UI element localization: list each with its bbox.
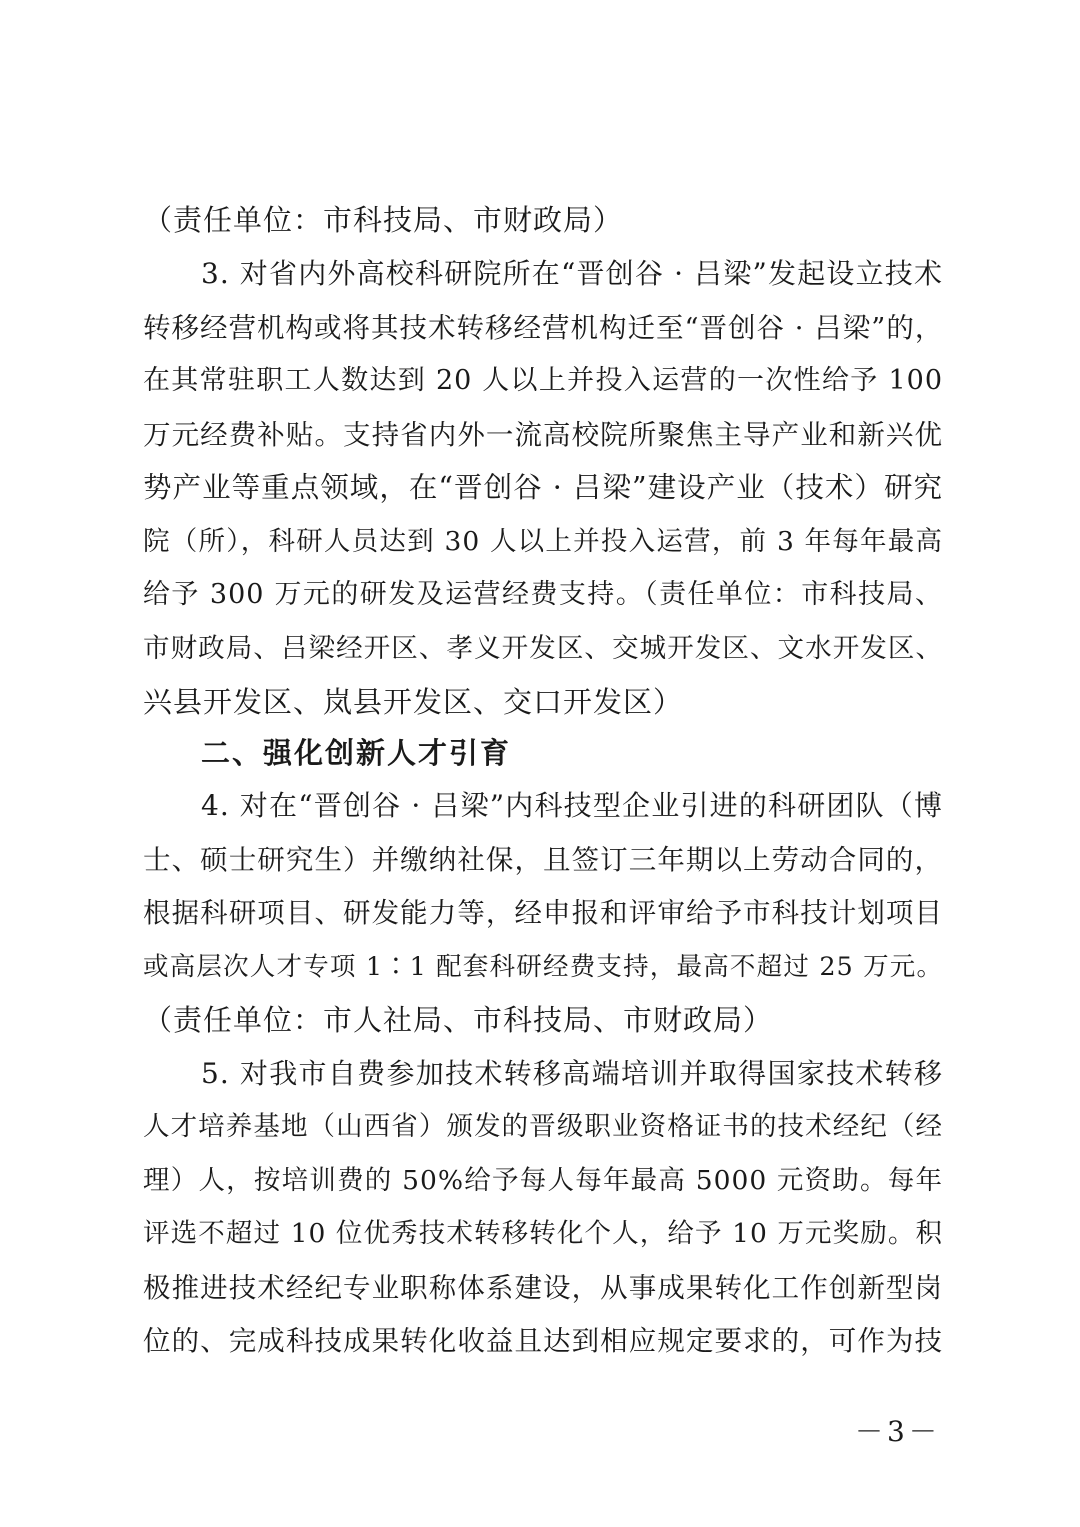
item-3-line-2: 转移经营机构或将其技术转移经营机构迁至“晋创谷 · 吕梁”的， (143, 312, 944, 344)
item-4-line-4: 或高层次人才专项 1∶1 配套科研经费支持，最高不超过 25 万元。 (143, 952, 943, 982)
item-4-line-2: 士、硕士研究生）并缴纳社保，且签订三年期以上劳动合同的， (143, 844, 943, 876)
item-3-line-5: 势产业等重点领域，在“晋创谷 · 吕梁”建设产业（技术）研究 (143, 471, 943, 504)
item-5-line-6: 位的、完成科技成果转化收益且达到相应规定要求的，可作为技 (143, 1325, 943, 1357)
item-3-line-7: 给予 300 万元的研发及运营经费支持。（责任单位：市科技局、 (143, 579, 943, 610)
item-3-line-9: 兴县开发区、岚县开发区、交口开发区） (143, 685, 684, 719)
section-heading: 二、强化创新人才引育 (201, 736, 512, 770)
item-4-line-1: 4. 对在“晋创谷 · 吕梁”内科技型企业引进的科研团队（博 (201, 789, 943, 822)
item-5-line-5: 极推进技术经纪专业职称体系建设，从事成果转化工作创新型岗 (143, 1272, 943, 1304)
item-5-line-1: 5. 对我市自费参加技术转移高端培训并取得国家技术转移 (201, 1057, 943, 1090)
item-3-line-6: 院（所），科研人员达到 30 人以上并投入运营，前 3 年每年最高 (143, 526, 943, 557)
item-3-line-8: 市财政局、吕梁经开区、孝义开发区、交城开发区、文水开发区、 (143, 633, 943, 664)
page-number: －3－ (855, 1415, 941, 1448)
item-5-line-4: 评选不超过 10 位优秀技术转移转化个人，给予 10 万元奖励。积 (143, 1218, 943, 1249)
item-3-line-4: 万元经费补贴。支持省内外一流高校院所聚焦主导产业和新兴优 (143, 419, 943, 451)
responsibility-note-line: （责任单位：市科技局、市财政局） (143, 203, 624, 237)
item-4-line-3: 根据科研项目、研发能力等，经申报和评审给予市科技计划项目 (143, 897, 943, 929)
item-5-line-2: 人才培养基地（山西省）颁发的晋级职业资格证书的技术经纪（经 (143, 1111, 943, 1142)
item-5-line-3: 理）人，按培训费的 50%给予每人每年最高 5000 元资助。每年 (143, 1165, 943, 1196)
item-3-line-3: 在其常驻职工人数达到 20 人以上并投入运营的一次性给予 100 (143, 365, 943, 396)
item-4-line-5: （责任单位：市人社局、市科技局、市财政局） (143, 1003, 774, 1037)
item-3-line-1: 3. 对省内外高校科研院所在“晋创谷 · 吕梁”发起设立技术 (201, 257, 943, 290)
